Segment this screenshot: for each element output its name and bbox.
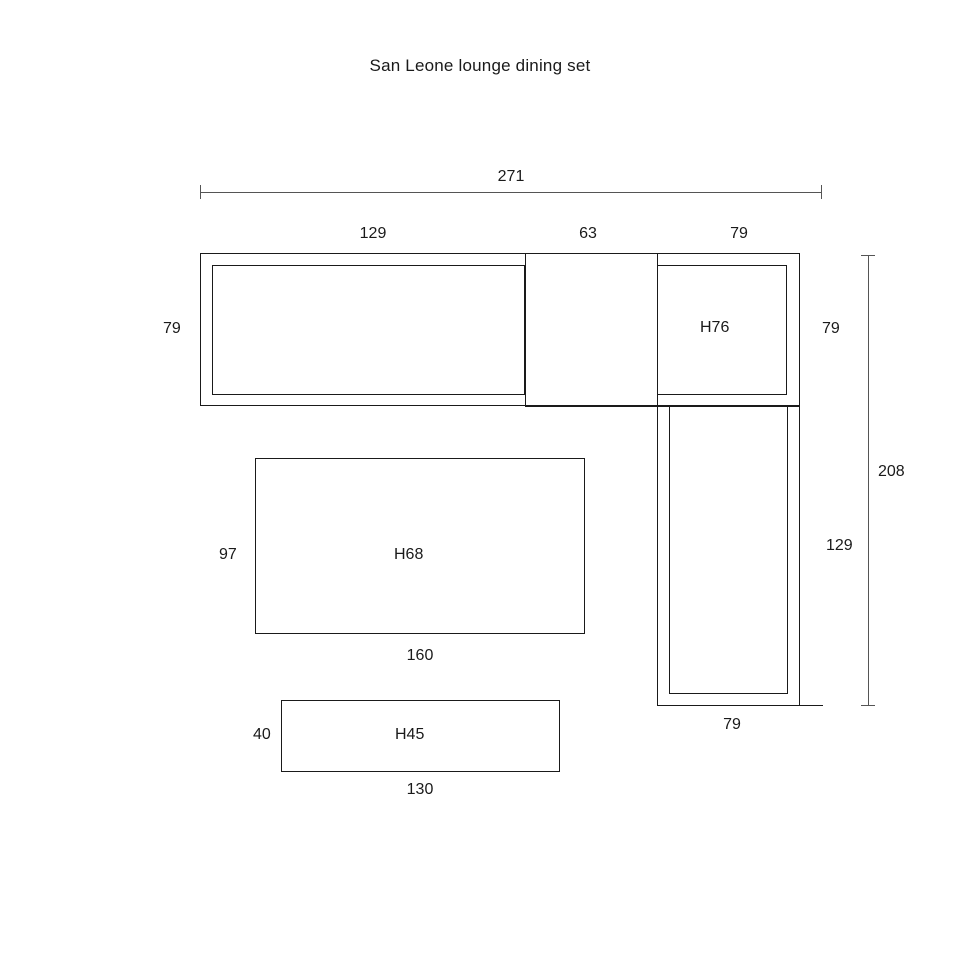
- right-arm-length-label: 129: [826, 537, 853, 554]
- right-arm-width-label: 79: [723, 716, 741, 733]
- bench-width-label: 130: [406, 781, 434, 798]
- right-arm-bottom-edge: [657, 705, 823, 706]
- sofa-middle-bottom-edge: [525, 405, 658, 407]
- page-title: San Leone lounge dining set: [369, 56, 591, 75]
- overall-width-label: 271: [497, 168, 525, 185]
- table-height-label: H68: [394, 546, 424, 563]
- overall-width-dimension-line: [200, 192, 822, 193]
- overall-height-dimension-line: [868, 255, 869, 705]
- overall-width-tick-right: [821, 185, 822, 199]
- bench-height-label: H45: [395, 726, 425, 743]
- bench-depth-label: 40: [253, 726, 271, 743]
- corner-module-height-label: H76: [700, 319, 730, 336]
- table-width-label: 160: [406, 647, 434, 664]
- sofa-middle-segment-width-label: 63: [579, 225, 597, 242]
- overall-width-tick-left: [200, 185, 201, 199]
- overall-height-label: 208: [878, 463, 905, 480]
- sofa-left-middle-divider: [525, 253, 526, 406]
- corner-segment-width-label: 79: [730, 225, 748, 242]
- overall-height-tick-bottom: [861, 705, 875, 706]
- sofa-left-segment-width-label: 129: [359, 225, 387, 242]
- sofa-left-seat-outline: [212, 265, 525, 395]
- table-depth-label: 97: [219, 546, 237, 563]
- overall-height-tick-top: [861, 255, 875, 256]
- sofa-depth-left-label: 79: [163, 320, 181, 337]
- sofa-depth-right-label: 79: [822, 320, 840, 337]
- right-arm-seat-outline: [669, 406, 788, 694]
